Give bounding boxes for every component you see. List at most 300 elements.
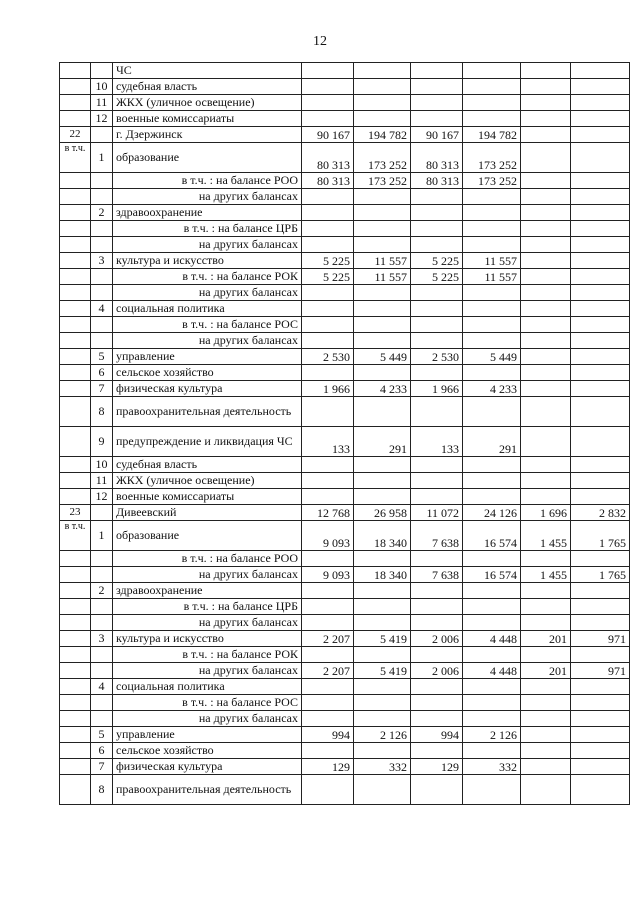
table-row [60, 365, 630, 381]
cell-value-1: 80 313 [302, 173, 354, 189]
cell-value-4 [463, 551, 521, 567]
cell-district-number [60, 695, 91, 711]
cell-value-1 [302, 457, 354, 473]
cell-value-5 [521, 679, 571, 695]
cell-value-1: 9 093 [302, 521, 354, 551]
cell-name: сельское хозяйство [113, 365, 302, 381]
cell-value-2 [354, 221, 411, 237]
cell-district-number [60, 63, 91, 79]
cell-item-number: 8 [91, 397, 113, 427]
cell-value-5 [521, 695, 571, 711]
cell-value-6 [571, 221, 630, 237]
cell-value-4: 5 449 [463, 349, 521, 365]
cell-value-2: 26 958 [354, 505, 411, 521]
cell-value-2 [354, 205, 411, 221]
cell-value-6 [571, 759, 630, 775]
table-row [60, 679, 630, 695]
cell-value-2 [354, 599, 411, 615]
cell-value-4 [463, 583, 521, 599]
cell-value-6 [571, 189, 630, 205]
cell-value-5 [521, 269, 571, 285]
cell-district-number [60, 237, 91, 253]
cell-value-5 [521, 381, 571, 397]
cell-name: ЖКХ (уличное освещение) [113, 95, 302, 111]
cell-value-6 [571, 727, 630, 743]
cell-district-number [60, 269, 91, 285]
cell-value-6: 971 [571, 663, 630, 679]
cell-district-number [60, 599, 91, 615]
cell-value-2 [354, 615, 411, 631]
cell-value-4: 332 [463, 759, 521, 775]
cell-name: в т.ч. : на балансе ЦРБ [113, 599, 302, 615]
table-row [60, 711, 630, 727]
cell-value-1 [302, 743, 354, 759]
cell-value-3 [411, 743, 463, 759]
cell-district-number [60, 663, 91, 679]
cell-value-6 [571, 679, 630, 695]
cell-value-6 [571, 143, 630, 173]
cell-value-1 [302, 679, 354, 695]
cell-value-3 [411, 583, 463, 599]
cell-value-3: 5 225 [411, 253, 463, 269]
cell-name: в т.ч. : на балансе РОК [113, 647, 302, 663]
cell-value-5 [521, 63, 571, 79]
cell-value-3 [411, 489, 463, 505]
table-body [60, 63, 630, 805]
cell-value-3: 2 006 [411, 663, 463, 679]
table-row [60, 775, 630, 805]
cell-value-4 [463, 397, 521, 427]
cell-value-2 [354, 237, 411, 253]
cell-item-number: 2 [91, 583, 113, 599]
cell-value-6 [571, 599, 630, 615]
table-row [60, 457, 630, 473]
cell-value-3: 2 006 [411, 631, 463, 647]
cell-value-4 [463, 743, 521, 759]
cell-value-1: 2 207 [302, 663, 354, 679]
cell-value-2: 5 419 [354, 663, 411, 679]
cell-value-1 [302, 111, 354, 127]
table-row [60, 505, 630, 521]
table-row [60, 551, 630, 567]
cell-value-1: 133 [302, 427, 354, 457]
cell-item-number: 10 [91, 457, 113, 473]
cell-value-6 [571, 551, 630, 567]
cell-item-number [91, 711, 113, 727]
cell-value-2: 194 782 [354, 127, 411, 143]
table-row [60, 615, 630, 631]
cell-value-1 [302, 551, 354, 567]
cell-value-3: 5 225 [411, 269, 463, 285]
cell-value-2 [354, 551, 411, 567]
cell-value-2: 2 126 [354, 727, 411, 743]
cell-value-6: 1 765 [571, 567, 630, 583]
cell-district-number [60, 647, 91, 663]
cell-value-4 [463, 205, 521, 221]
cell-value-5 [521, 349, 571, 365]
cell-name: в т.ч. : на балансе РОО [113, 173, 302, 189]
cell-name: предупреждение и ликвидация ЧС [113, 427, 302, 457]
cell-value-3 [411, 365, 463, 381]
cell-value-6 [571, 695, 630, 711]
cell-district-number [60, 615, 91, 631]
cell-value-2 [354, 583, 411, 599]
cell-value-3 [411, 317, 463, 333]
cell-value-2 [354, 679, 411, 695]
cell-value-3: 90 167 [411, 127, 463, 143]
cell-value-3 [411, 205, 463, 221]
cell-value-5 [521, 143, 571, 173]
cell-value-4 [463, 317, 521, 333]
cell-value-6 [571, 95, 630, 111]
cell-value-6 [571, 381, 630, 397]
cell-value-3: 7 638 [411, 521, 463, 551]
cell-item-number [91, 695, 113, 711]
cell-value-4 [463, 189, 521, 205]
cell-item-number [91, 551, 113, 567]
cell-item-number: 11 [91, 95, 113, 111]
cell-district-number [60, 111, 91, 127]
cell-item-number: 12 [91, 111, 113, 127]
cell-value-4 [463, 695, 521, 711]
cell-value-6 [571, 427, 630, 457]
cell-value-3: 133 [411, 427, 463, 457]
table-row [60, 489, 630, 505]
cell-value-3 [411, 333, 463, 349]
table-row [60, 349, 630, 365]
cell-value-6 [571, 333, 630, 349]
cell-value-2 [354, 473, 411, 489]
cell-value-4: 4 448 [463, 631, 521, 647]
cell-value-3: 80 313 [411, 143, 463, 173]
cell-value-6 [571, 317, 630, 333]
cell-item-number: 10 [91, 79, 113, 95]
cell-item-number [91, 189, 113, 205]
cell-value-1 [302, 599, 354, 615]
cell-value-1 [302, 615, 354, 631]
cell-item-number [91, 333, 113, 349]
cell-value-5 [521, 317, 571, 333]
cell-value-4: 291 [463, 427, 521, 457]
cell-district-number [60, 365, 91, 381]
cell-district-number [60, 759, 91, 775]
cell-value-1 [302, 333, 354, 349]
cell-value-2 [354, 647, 411, 663]
cell-value-2 [354, 301, 411, 317]
cell-value-4 [463, 301, 521, 317]
cell-name: на других балансах [113, 189, 302, 205]
cell-name: ЧС [113, 63, 302, 79]
cell-value-2: 291 [354, 427, 411, 457]
cell-value-5 [521, 647, 571, 663]
cell-value-5: 1 455 [521, 567, 571, 583]
table-row [60, 285, 630, 301]
cell-item-number: 5 [91, 727, 113, 743]
cell-value-1 [302, 63, 354, 79]
cell-value-4: 173 252 [463, 173, 521, 189]
cell-value-5 [521, 285, 571, 301]
cell-value-4 [463, 365, 521, 381]
cell-value-6 [571, 489, 630, 505]
cell-value-5 [521, 473, 571, 489]
cell-value-4 [463, 489, 521, 505]
cell-value-6 [571, 63, 630, 79]
cell-name: ЖКХ (уличное освещение) [113, 473, 302, 489]
cell-value-5 [521, 189, 571, 205]
table-row [60, 695, 630, 711]
cell-item-number: 9 [91, 427, 113, 457]
cell-value-2 [354, 695, 411, 711]
cell-item-number [91, 599, 113, 615]
cell-value-6 [571, 173, 630, 189]
cell-name: физическая культура [113, 759, 302, 775]
cell-value-2 [354, 79, 411, 95]
cell-value-1 [302, 711, 354, 727]
cell-item-number: 5 [91, 349, 113, 365]
cell-value-3 [411, 599, 463, 615]
cell-name: сельское хозяйство [113, 743, 302, 759]
cell-value-1 [302, 695, 354, 711]
cell-value-4 [463, 111, 521, 127]
cell-district-number [60, 205, 91, 221]
cell-value-2 [354, 457, 411, 473]
table-row [60, 521, 630, 551]
cell-name: военные комиссариаты [113, 111, 302, 127]
cell-value-6 [571, 79, 630, 95]
cell-district-number [60, 285, 91, 301]
cell-value-1 [302, 285, 354, 301]
page-number: 12 [313, 34, 327, 49]
cell-district-number [60, 489, 91, 505]
cell-district-number [60, 333, 91, 349]
cell-value-3 [411, 397, 463, 427]
cell-value-1: 5 225 [302, 269, 354, 285]
cell-name: на других балансах [113, 711, 302, 727]
cell-value-3: 80 313 [411, 173, 463, 189]
cell-district-number [60, 397, 91, 427]
cell-value-3 [411, 679, 463, 695]
cell-value-4 [463, 615, 521, 631]
cell-value-1: 994 [302, 727, 354, 743]
cell-value-5 [521, 759, 571, 775]
cell-item-number [91, 173, 113, 189]
cell-value-5 [521, 427, 571, 457]
cell-name: в т.ч. : на балансе ЦРБ [113, 221, 302, 237]
cell-value-6 [571, 253, 630, 269]
cell-value-3 [411, 711, 463, 727]
cell-value-3 [411, 237, 463, 253]
cell-value-6 [571, 269, 630, 285]
table-row [60, 663, 630, 679]
cell-value-6 [571, 397, 630, 427]
cell-value-3: 7 638 [411, 567, 463, 583]
cell-district-number [60, 173, 91, 189]
cell-value-6 [571, 127, 630, 143]
cell-value-2 [354, 189, 411, 205]
cell-district-number [60, 301, 91, 317]
cell-value-6 [571, 615, 630, 631]
cell-value-6 [571, 301, 630, 317]
cell-name: военные комиссариаты [113, 489, 302, 505]
cell-item-number: 8 [91, 775, 113, 805]
cell-value-4 [463, 79, 521, 95]
cell-value-2: 11 557 [354, 269, 411, 285]
cell-value-2 [354, 775, 411, 805]
cell-value-1 [302, 95, 354, 111]
cell-value-5 [521, 489, 571, 505]
cell-value-3: 11 072 [411, 505, 463, 521]
cell-value-3 [411, 695, 463, 711]
cell-item-number [91, 285, 113, 301]
cell-value-5 [521, 111, 571, 127]
cell-value-4: 16 574 [463, 521, 521, 551]
cell-item-number [91, 63, 113, 79]
cell-value-5 [521, 615, 571, 631]
cell-value-3: 994 [411, 727, 463, 743]
cell-name: социальная политика [113, 301, 302, 317]
cell-value-3 [411, 221, 463, 237]
table-row [60, 189, 630, 205]
cell-item-number [91, 567, 113, 583]
cell-value-4 [463, 647, 521, 663]
cell-value-4 [463, 237, 521, 253]
cell-value-1: 12 768 [302, 505, 354, 521]
cell-district-number [60, 679, 91, 695]
cell-name: на других балансах [113, 663, 302, 679]
cell-name: социальная политика [113, 679, 302, 695]
cell-value-5: 1 455 [521, 521, 571, 551]
cell-value-5 [521, 95, 571, 111]
table-row [60, 381, 630, 397]
cell-value-1 [302, 647, 354, 663]
table-row [60, 317, 630, 333]
table-row [60, 111, 630, 127]
cell-item-number: 7 [91, 759, 113, 775]
cell-item-number: 6 [91, 365, 113, 381]
cell-value-1 [302, 397, 354, 427]
cell-value-6: 2 832 [571, 505, 630, 521]
cell-item-number: 2 [91, 205, 113, 221]
cell-value-5 [521, 237, 571, 253]
cell-value-4 [463, 775, 521, 805]
cell-item-number: 11 [91, 473, 113, 489]
cell-name: правоохранительная деятельность [113, 397, 302, 427]
cell-item-number: 6 [91, 743, 113, 759]
cell-value-6 [571, 743, 630, 759]
cell-district-number [60, 711, 91, 727]
cell-value-3 [411, 647, 463, 663]
cell-name: культура и искусство [113, 631, 302, 647]
cell-district-number [60, 743, 91, 759]
cell-name: судебная власть [113, 457, 302, 473]
cell-name: в т.ч. : на балансе РОС [113, 317, 302, 333]
cell-value-5 [521, 221, 571, 237]
cell-value-3 [411, 551, 463, 567]
table-row [60, 127, 630, 143]
cell-name: образование [113, 521, 302, 551]
cell-district-number [60, 79, 91, 95]
cell-value-1 [302, 365, 354, 381]
cell-value-5 [521, 301, 571, 317]
cell-value-4 [463, 473, 521, 489]
cell-value-5: 1 696 [521, 505, 571, 521]
cell-district-number [60, 95, 91, 111]
cell-value-1: 2 207 [302, 631, 354, 647]
cell-name: здравоохранение [113, 205, 302, 221]
cell-value-3 [411, 457, 463, 473]
cell-value-2 [354, 63, 411, 79]
cell-name: в т.ч. : на балансе РОК [113, 269, 302, 285]
cell-value-5 [521, 205, 571, 221]
cell-district-number [60, 221, 91, 237]
cell-value-6 [571, 365, 630, 381]
cell-value-2: 18 340 [354, 567, 411, 583]
cell-value-6 [571, 285, 630, 301]
cell-value-4 [463, 285, 521, 301]
cell-district-number: 22 [60, 127, 91, 143]
cell-value-5 [521, 333, 571, 349]
cell-value-3 [411, 79, 463, 95]
cell-value-1 [302, 79, 354, 95]
cell-value-4: 173 252 [463, 143, 521, 173]
cell-value-6 [571, 205, 630, 221]
cell-name: правоохранительная деятельность [113, 775, 302, 805]
cell-value-2 [354, 95, 411, 111]
cell-item-number: 12 [91, 489, 113, 505]
cell-value-5 [521, 127, 571, 143]
cell-value-2: 18 340 [354, 521, 411, 551]
cell-value-2 [354, 743, 411, 759]
cell-value-5: 201 [521, 631, 571, 647]
cell-value-1: 1 966 [302, 381, 354, 397]
cell-value-3 [411, 189, 463, 205]
cell-item-number [91, 269, 113, 285]
cell-value-1 [302, 775, 354, 805]
cell-item-number [91, 237, 113, 253]
cell-value-4 [463, 679, 521, 695]
budget-table [59, 62, 630, 805]
cell-item-number [91, 127, 113, 143]
cell-value-2 [354, 111, 411, 127]
cell-district-number [60, 457, 91, 473]
cell-value-5 [521, 397, 571, 427]
cell-value-2: 11 557 [354, 253, 411, 269]
table-row [60, 631, 630, 647]
cell-district-number [60, 727, 91, 743]
cell-value-3 [411, 615, 463, 631]
table-row [60, 333, 630, 349]
cell-value-6 [571, 237, 630, 253]
cell-value-6 [571, 457, 630, 473]
cell-name: в т.ч. : на балансе РОС [113, 695, 302, 711]
cell-district-number [60, 427, 91, 457]
table-row [60, 647, 630, 663]
cell-value-2 [354, 333, 411, 349]
cell-item-number: 4 [91, 679, 113, 695]
cell-item-number: 1 [91, 143, 113, 173]
table-row [60, 743, 630, 759]
cell-name: судебная власть [113, 79, 302, 95]
cell-value-1 [302, 489, 354, 505]
cell-value-4: 11 557 [463, 269, 521, 285]
cell-name: на других балансах [113, 567, 302, 583]
cell-name: на других балансах [113, 237, 302, 253]
cell-value-3 [411, 111, 463, 127]
cell-value-1 [302, 189, 354, 205]
cell-item-number [91, 647, 113, 663]
cell-item-number [91, 221, 113, 237]
cell-value-6 [571, 349, 630, 365]
